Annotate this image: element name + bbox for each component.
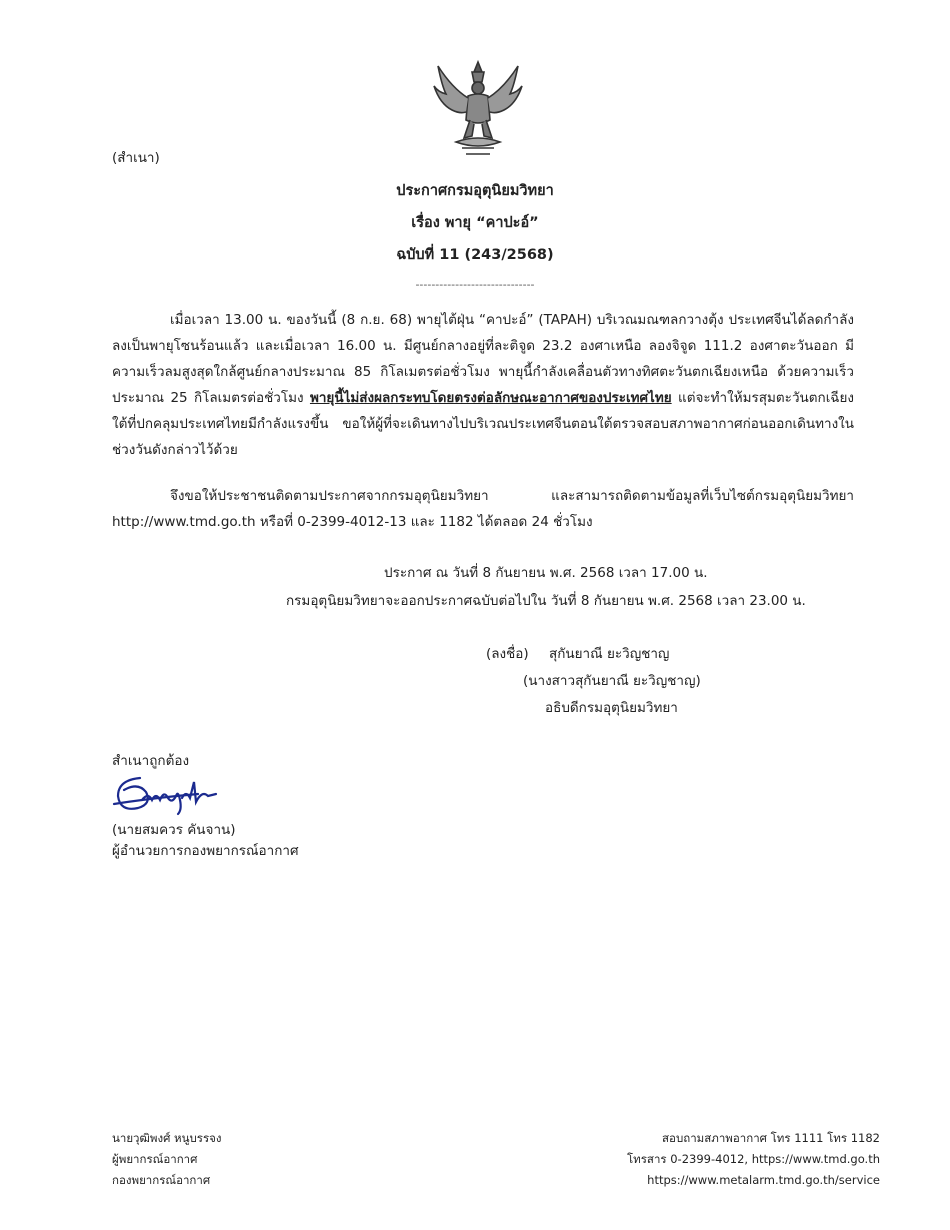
announcement-subject: เรื่อง พายุ “คาปะอ์” [411,215,539,231]
body-paragraph-1 [112,307,854,463]
copy-label: (สำเนา) [112,150,160,166]
handwritten-signature [112,770,222,816]
body-paragraph-2 [112,483,854,535]
paragraph-1-lead: เมื่อเวลา 13.00 น. ของวันนี้ (8 ก.ย. 68) พายุไต้ฝุ่น “คาปะอ์” (TAPAH) บริเวณมณฑลกวางตุ้ง ประเทศจีนได้ลดกำลังลงเป็นพายุโซนร้อนแล้ว และเมื่อเวลา 16.00 น. มีศูนย์กลางอยู่ที่ละติจูด 23.2 องศาเหนือ ลองจิจูด 111.2 องศาตะวันออก มีความเร็วลมสูงสุดใกล้ศูนย์กลางประมาณ 85 กิโลเมตรต่อชั่วโมง พายุนี้กำลังเคลื่อนตัวทางทิศตะวันตกเฉียงเหนือ ด้วยความเร็วประมาณ 25 กิโลเมตรต่อชั่วโมง [112,312,854,406]
signatory-name: สุกันยาณี ยะวิญชาญ [549,646,670,662]
signatory-full-name: (นางสาวสุกันยาณี ยะวิญชาญ) [523,673,701,689]
paragraph-1-emphasis: พายุนี้ไม่ส่งผลกระทบโดยตรงต่อลักษณะอากาศของประเทศไทย [309,390,672,406]
footer-contact-url: https://www.metalarm.tmd.go.th/service [647,1173,880,1187]
certified-name: (นายสมควร คันจาน) [112,822,236,838]
announcement-title: ประกาศกรมอุตุนิยมวิทยา [396,183,554,199]
announcement-issue: ฉบับที่ 11 (243/2568) [396,247,554,263]
next-announce-line: กรมอุตุนิยมวิทยาจะออกประกาศฉบับต่อไปใน วันที่ 8 กันยายน พ.ศ. 2568 เวลา 23.00 น. [286,593,806,609]
footer-forecaster-division: กองพยากรณ์อากาศ [112,1173,211,1187]
certified-position: ผู้อำนวยการกองพยากรณ์อากาศ [112,843,299,859]
footer-forecaster-role: ผู้พยากรณ์อากาศ [112,1152,198,1166]
sign-prefix: (ลงชื่อ) [486,646,529,662]
footer-contact-phone: สอบถามสภาพอากาศ โทร 1111 โทร 1182 [662,1131,880,1145]
title-separator: ------------------------------ [415,278,535,291]
paragraph-1-tail: แต่จะทำให้มรสุมตะวันตกเฉียงใต้ที่ปกคลุมประเทศไทยมีกำลังแรงขึ้น ขอให้ผู้ที่จะเดินทางไปบริเวณประเทศจีนตอนใต้ตรวจสอบสภาพอากาศก่อนออกเดินทางในช่วงวันดังกล่าวไว้ด้วย [112,390,854,458]
signatory-position: อธิบดีกรมอุตุนิยมวิทยา [545,700,678,716]
announce-date-line: ประกาศ ณ วันที่ 8 กันยายน พ.ศ. 2568 เวลา 17.00 น. [384,565,708,581]
footer-contact-fax: โทรสาร 0-2399-4012, https://www.tmd.go.th [627,1152,880,1166]
footer-forecaster-name: นายวุฒิพงศ์ หนูบรรจง [112,1131,222,1145]
paragraph-2-text: จึงขอให้ประชาชนติดตามประกาศจากกรมอุตุนิยมวิทยา และสามารถติดตามข้อมูลที่เว็บไซต์กรมอุตุนิยมวิทยา http://www.tmd.go.th หรือที่ 0-2399-4012-13 และ 1182 ได้ตลอด 24 ชั่วโมง [112,488,854,530]
garuda-emblem-icon [432,58,524,158]
certified-copy-label: สำเนาถูกต้อง [112,753,190,769]
